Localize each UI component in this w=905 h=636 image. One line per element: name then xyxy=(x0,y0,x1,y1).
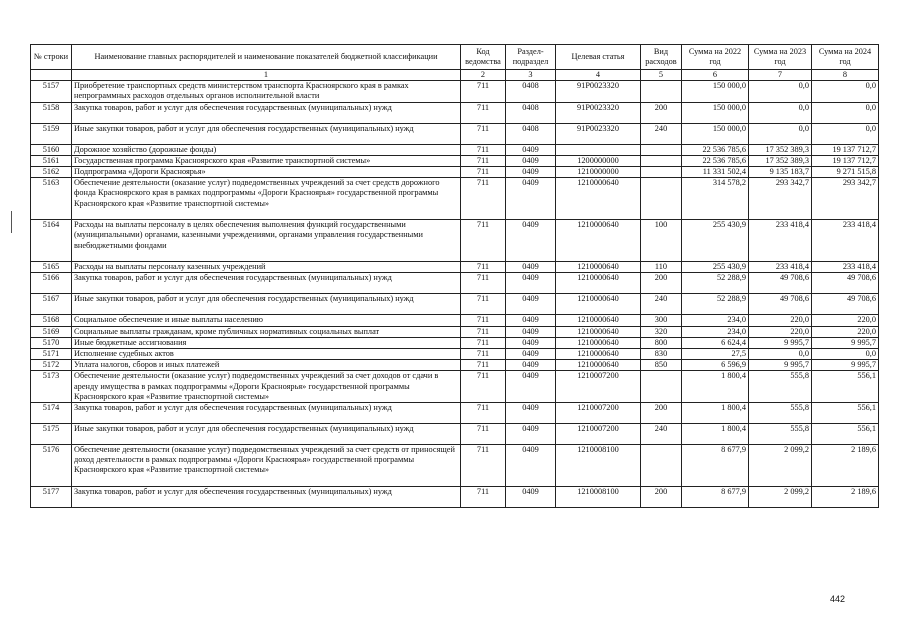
section-code: 0409 xyxy=(506,315,556,326)
row-number: 5171 xyxy=(31,349,72,360)
sum-2023: 17 352 389,3 xyxy=(749,155,812,166)
section-code: 0408 xyxy=(506,102,556,123)
department-code: 711 xyxy=(461,144,506,155)
expense-type: 240 xyxy=(641,294,682,315)
target-article: 1210000000 xyxy=(556,167,641,178)
sum-2023: 0,0 xyxy=(749,102,812,123)
expense-type xyxy=(641,81,682,102)
expense-type xyxy=(641,178,682,220)
item-name: Закупка товаров, работ и услуг для обеспечения государственных (муниципальных) нужд xyxy=(72,102,461,123)
target-article: 1210008100 xyxy=(556,445,641,487)
sum-2024: 9 995,7 xyxy=(812,360,879,371)
expense-type: 200 xyxy=(641,273,682,294)
table-row xyxy=(31,360,879,371)
sum-2023: 17 352 389,3 xyxy=(749,144,812,155)
expense-type xyxy=(641,445,682,487)
target-article: 1210000640 xyxy=(556,178,641,220)
target-article: 1210008100 xyxy=(556,487,641,508)
target-article: 91Р0023320 xyxy=(556,81,641,102)
item-name: Социальное обеспечение и иные выплаты населению xyxy=(72,315,461,326)
sum-2023: 233 418,4 xyxy=(749,220,812,262)
row-number: 5160 xyxy=(31,144,72,155)
table-row xyxy=(31,220,879,262)
department-code: 711 xyxy=(461,273,506,294)
sum-2023: 49 708,6 xyxy=(749,273,812,294)
row-number: 5162 xyxy=(31,167,72,178)
sum-2023: 293 342,7 xyxy=(749,178,812,220)
table-row xyxy=(31,326,879,337)
sum-2024: 293 342,7 xyxy=(812,178,879,220)
expense-type: 800 xyxy=(641,337,682,348)
section-code: 0409 xyxy=(506,294,556,315)
column-number: 4 xyxy=(556,70,641,81)
section-code: 0409 xyxy=(506,262,556,273)
department-code: 711 xyxy=(461,315,506,326)
expense-type xyxy=(641,144,682,155)
expense-type: 100 xyxy=(641,220,682,262)
sum-2024: 19 137 712,7 xyxy=(812,144,879,155)
table-row xyxy=(31,155,879,166)
section-code: 0409 xyxy=(506,337,556,348)
col-header-department-code: Код ведомства xyxy=(461,45,506,70)
table-row xyxy=(31,371,879,403)
sum-2023: 0,0 xyxy=(749,81,812,102)
expense-type: 320 xyxy=(641,326,682,337)
expense-type: 830 xyxy=(641,349,682,360)
sum-2024: 0,0 xyxy=(812,102,879,123)
col-header-name: Наименование главных распорядителей и наименование показателей бюджетной классификации xyxy=(72,45,461,70)
target-article: 1210000640 xyxy=(556,337,641,348)
row-number: 5165 xyxy=(31,262,72,273)
item-name: Уплата налогов, сборов и иных платежей xyxy=(72,360,461,371)
sum-2022: 234,0 xyxy=(682,315,749,326)
department-code: 711 xyxy=(461,371,506,403)
sum-2022: 255 430,9 xyxy=(682,262,749,273)
expense-type: 110 xyxy=(641,262,682,273)
column-number: 7 xyxy=(749,70,812,81)
table-row xyxy=(31,294,879,315)
sum-2023: 555,8 xyxy=(749,371,812,403)
department-code: 711 xyxy=(461,487,506,508)
sum-2022: 6 596,9 xyxy=(682,360,749,371)
sum-2022: 234,0 xyxy=(682,326,749,337)
sum-2024: 2 189,6 xyxy=(812,445,879,487)
sum-2022: 22 536 785,6 xyxy=(682,155,749,166)
sum-2022: 8 677,9 xyxy=(682,487,749,508)
item-name: Иные закупки товаров, работ и услуг для обеспечения государственных (муниципальных) нужд xyxy=(72,294,461,315)
sum-2023: 2 099,2 xyxy=(749,487,812,508)
sum-2022: 314 578,2 xyxy=(682,178,749,220)
column-number: 8 xyxy=(812,70,879,81)
row-number: 5175 xyxy=(31,424,72,445)
sum-2023: 2 099,2 xyxy=(749,445,812,487)
item-name: Иные закупки товаров, работ и услуг для обеспечения государственных (муниципальных) нужд xyxy=(72,424,461,445)
row-number: 5157 xyxy=(31,81,72,102)
col-header-sum-2022: Сумма на 2022 год xyxy=(682,45,749,70)
target-article: 1210000640 xyxy=(556,220,641,262)
section-code: 0409 xyxy=(506,326,556,337)
column-number-row xyxy=(31,70,879,81)
table-row xyxy=(31,424,879,445)
department-code: 711 xyxy=(461,326,506,337)
column-number: 6 xyxy=(682,70,749,81)
sum-2023: 220,0 xyxy=(749,315,812,326)
sum-2023: 9 995,7 xyxy=(749,337,812,348)
sum-2023: 49 708,6 xyxy=(749,294,812,315)
table-row xyxy=(31,167,879,178)
item-name: Закупка товаров, работ и услуг для обеспечения государственных (муниципальных) нужд xyxy=(72,403,461,424)
section-code: 0409 xyxy=(506,424,556,445)
target-article: 1210000640 xyxy=(556,315,641,326)
sum-2022: 27,5 xyxy=(682,349,749,360)
sum-2022: 11 331 502,4 xyxy=(682,167,749,178)
expense-type xyxy=(641,167,682,178)
item-name: Обеспечение деятельности (оказание услуг) подведомственных учреждений за счет средств от приносящей доход деятельности в рамках подпрограммы «Дороги Красноярья» государственной программы Красноярского края «Развитие транспортной системы» xyxy=(72,445,461,487)
row-number: 5172 xyxy=(31,360,72,371)
sum-2022: 150 000,0 xyxy=(682,81,749,102)
sum-2024: 233 418,4 xyxy=(812,262,879,273)
table-row xyxy=(31,81,879,102)
section-code: 0408 xyxy=(506,81,556,102)
row-number: 5167 xyxy=(31,294,72,315)
item-name: Закупка товаров, работ и услуг для обеспечения государственных (муниципальных) нужд xyxy=(72,273,461,294)
sum-2022: 150 000,0 xyxy=(682,123,749,144)
target-article: 1210000640 xyxy=(556,360,641,371)
sum-2024: 0,0 xyxy=(812,349,879,360)
sum-2022: 1 800,4 xyxy=(682,403,749,424)
column-number: 1 xyxy=(72,70,461,81)
sum-2024: 556,1 xyxy=(812,424,879,445)
section-code: 0409 xyxy=(506,349,556,360)
item-name: Расходы на выплаты персоналу в целях обеспечения выполнения функций государственными (муниципальными) органами, казенными учреждениями, органами управления государственными внебюджетными фондами xyxy=(72,220,461,262)
col-header-sum-2024: Сумма на 2024 год xyxy=(812,45,879,70)
row-number: 5163 xyxy=(31,178,72,220)
expense-type: 240 xyxy=(641,123,682,144)
section-code: 0409 xyxy=(506,155,556,166)
sum-2022: 22 536 785,6 xyxy=(682,144,749,155)
department-code: 711 xyxy=(461,81,506,102)
table-row xyxy=(31,123,879,144)
sum-2024: 49 708,6 xyxy=(812,294,879,315)
column-number: 3 xyxy=(506,70,556,81)
row-number: 5177 xyxy=(31,487,72,508)
sum-2023: 233 418,4 xyxy=(749,262,812,273)
target-article: 1200000000 xyxy=(556,155,641,166)
department-code: 711 xyxy=(461,102,506,123)
row-number: 5164 xyxy=(31,220,72,262)
item-name: Иные бюджетные ассигнования xyxy=(72,337,461,348)
section-code: 0409 xyxy=(506,220,556,262)
department-code: 711 xyxy=(461,123,506,144)
department-code: 711 xyxy=(461,178,506,220)
table-row xyxy=(31,273,879,294)
department-code: 711 xyxy=(461,155,506,166)
item-name: Приобретение транспортных средств министерством транспорта Красноярского края в рамках непрограммных расходов отдельных органов исполнительной власти xyxy=(72,81,461,102)
table-row xyxy=(31,337,879,348)
department-code: 711 xyxy=(461,294,506,315)
expense-type: 240 xyxy=(641,424,682,445)
expense-type: 300 xyxy=(641,315,682,326)
sum-2022: 1 800,4 xyxy=(682,424,749,445)
sum-2024: 220,0 xyxy=(812,326,879,337)
item-name: Дорожное хозяйство (дорожные фонды) xyxy=(72,144,461,155)
sum-2024: 0,0 xyxy=(812,81,879,102)
target-article: 91Р0023320 xyxy=(556,123,641,144)
department-code: 711 xyxy=(461,262,506,273)
target-article: 1210007200 xyxy=(556,403,641,424)
table-row xyxy=(31,262,879,273)
table-row xyxy=(31,144,879,155)
section-code: 0409 xyxy=(506,445,556,487)
target-article: 1210000640 xyxy=(556,273,641,294)
department-code: 711 xyxy=(461,445,506,487)
sum-2024: 556,1 xyxy=(812,371,879,403)
sum-2024: 220,0 xyxy=(812,315,879,326)
target-article: 1210000640 xyxy=(556,262,641,273)
target-article xyxy=(556,144,641,155)
sum-2022: 6 624,4 xyxy=(682,337,749,348)
section-code: 0409 xyxy=(506,273,556,294)
sum-2023: 0,0 xyxy=(749,123,812,144)
expense-type xyxy=(641,155,682,166)
expense-type xyxy=(641,371,682,403)
table-row xyxy=(31,178,879,220)
item-name: Исполнение судебных актов xyxy=(72,349,461,360)
row-number: 5161 xyxy=(31,155,72,166)
department-code: 711 xyxy=(461,220,506,262)
sum-2024: 2 189,6 xyxy=(812,487,879,508)
section-code: 0409 xyxy=(506,167,556,178)
sum-2023: 220,0 xyxy=(749,326,812,337)
col-header-section: Раздел-подраздел xyxy=(506,45,556,70)
target-article: 1210007200 xyxy=(556,371,641,403)
sum-2024: 9 271 515,8 xyxy=(812,167,879,178)
sum-2022: 8 677,9 xyxy=(682,445,749,487)
sum-2023: 555,8 xyxy=(749,424,812,445)
section-code: 0409 xyxy=(506,178,556,220)
section-code: 0408 xyxy=(506,123,556,144)
col-header-row-number: № строки xyxy=(31,45,72,70)
item-name: Обеспечение деятельности (оказание услуг) подведомственных учреждений за счет средств дорожного фонда Красноярского края в рамках подпрограммы «Дороги Красноярья» государственной программы Красноярского края «Развитие транспортной системы» xyxy=(72,178,461,220)
expense-type: 200 xyxy=(641,403,682,424)
section-code: 0409 xyxy=(506,487,556,508)
row-number: 5166 xyxy=(31,273,72,294)
row-number: 5159 xyxy=(31,123,72,144)
department-code: 711 xyxy=(461,349,506,360)
target-article: 1210000640 xyxy=(556,326,641,337)
sum-2022: 52 288,9 xyxy=(682,273,749,294)
target-article: 1210000640 xyxy=(556,349,641,360)
item-name: Закупка товаров, работ и услуг для обеспечения государственных (муниципальных) нужд xyxy=(72,487,461,508)
target-article: 91Р0023320 xyxy=(556,102,641,123)
target-article: 1210007200 xyxy=(556,424,641,445)
section-code: 0409 xyxy=(506,371,556,403)
item-name: Государственная программа Красноярского края «Развитие транспортной системы» xyxy=(72,155,461,166)
sum-2024: 556,1 xyxy=(812,403,879,424)
sum-2024: 233 418,4 xyxy=(812,220,879,262)
table-row xyxy=(31,445,879,487)
sum-2023: 555,8 xyxy=(749,403,812,424)
item-name: Расходы на выплаты персоналу казенных учреждений xyxy=(72,262,461,273)
column-number xyxy=(31,70,72,81)
item-name: Иные закупки товаров, работ и услуг для обеспечения государственных (муниципальных) нужд xyxy=(72,123,461,144)
department-code: 711 xyxy=(461,167,506,178)
sum-2022: 52 288,9 xyxy=(682,294,749,315)
section-code: 0409 xyxy=(506,144,556,155)
sum-2022: 255 430,9 xyxy=(682,220,749,262)
department-code: 711 xyxy=(461,403,506,424)
department-code: 711 xyxy=(461,360,506,371)
sum-2024: 49 708,6 xyxy=(812,273,879,294)
item-name: Обеспечение деятельности (оказание услуг) подведомственных учреждений за счет доходов от сдачи в аренду имущества в рамках подпрограммы «Дороги Красноярья» государственной программы Красноярского края «Развитие транспортной системы» xyxy=(72,371,461,403)
table-row xyxy=(31,403,879,424)
table-row xyxy=(31,315,879,326)
sum-2024: 0,0 xyxy=(812,123,879,144)
target-article: 1210000640 xyxy=(556,294,641,315)
expense-type: 200 xyxy=(641,487,682,508)
section-code: 0409 xyxy=(506,360,556,371)
sum-2024: 9 995,7 xyxy=(812,337,879,348)
row-number: 5158 xyxy=(31,102,72,123)
sum-2023: 9 995,7 xyxy=(749,360,812,371)
item-name: Подпрограмма «Дороги Красноярья» xyxy=(72,167,461,178)
table-row xyxy=(31,487,879,508)
expense-type: 200 xyxy=(641,102,682,123)
column-number: 5 xyxy=(641,70,682,81)
table-body xyxy=(31,81,879,508)
table-row xyxy=(31,349,879,360)
row-number: 5170 xyxy=(31,337,72,348)
department-code: 711 xyxy=(461,337,506,348)
sum-2023: 9 135 183,7 xyxy=(749,167,812,178)
row-number: 5169 xyxy=(31,326,72,337)
col-header-target-article: Целевая статья xyxy=(556,45,641,70)
item-name: Социальные выплаты гражданам, кроме публичных нормативных социальных выплат xyxy=(72,326,461,337)
table-row xyxy=(31,102,879,123)
row-number: 5173 xyxy=(31,371,72,403)
row-number: 5174 xyxy=(31,403,72,424)
row-number: 5176 xyxy=(31,445,72,487)
sum-2023: 0,0 xyxy=(749,349,812,360)
sum-2022: 1 800,4 xyxy=(682,371,749,403)
margin-mark xyxy=(11,211,12,233)
budget-table xyxy=(30,44,879,508)
row-number: 5168 xyxy=(31,315,72,326)
sum-2022: 150 000,0 xyxy=(682,102,749,123)
col-header-expense-type: Вид расходов xyxy=(641,45,682,70)
department-code: 711 xyxy=(461,424,506,445)
header-row xyxy=(31,45,879,70)
page-number: 442 xyxy=(830,594,846,604)
col-header-sum-2023: Сумма на 2023 год xyxy=(749,45,812,70)
section-code: 0409 xyxy=(506,403,556,424)
expense-type: 850 xyxy=(641,360,682,371)
column-number: 2 xyxy=(461,70,506,81)
sum-2024: 19 137 712,7 xyxy=(812,155,879,166)
